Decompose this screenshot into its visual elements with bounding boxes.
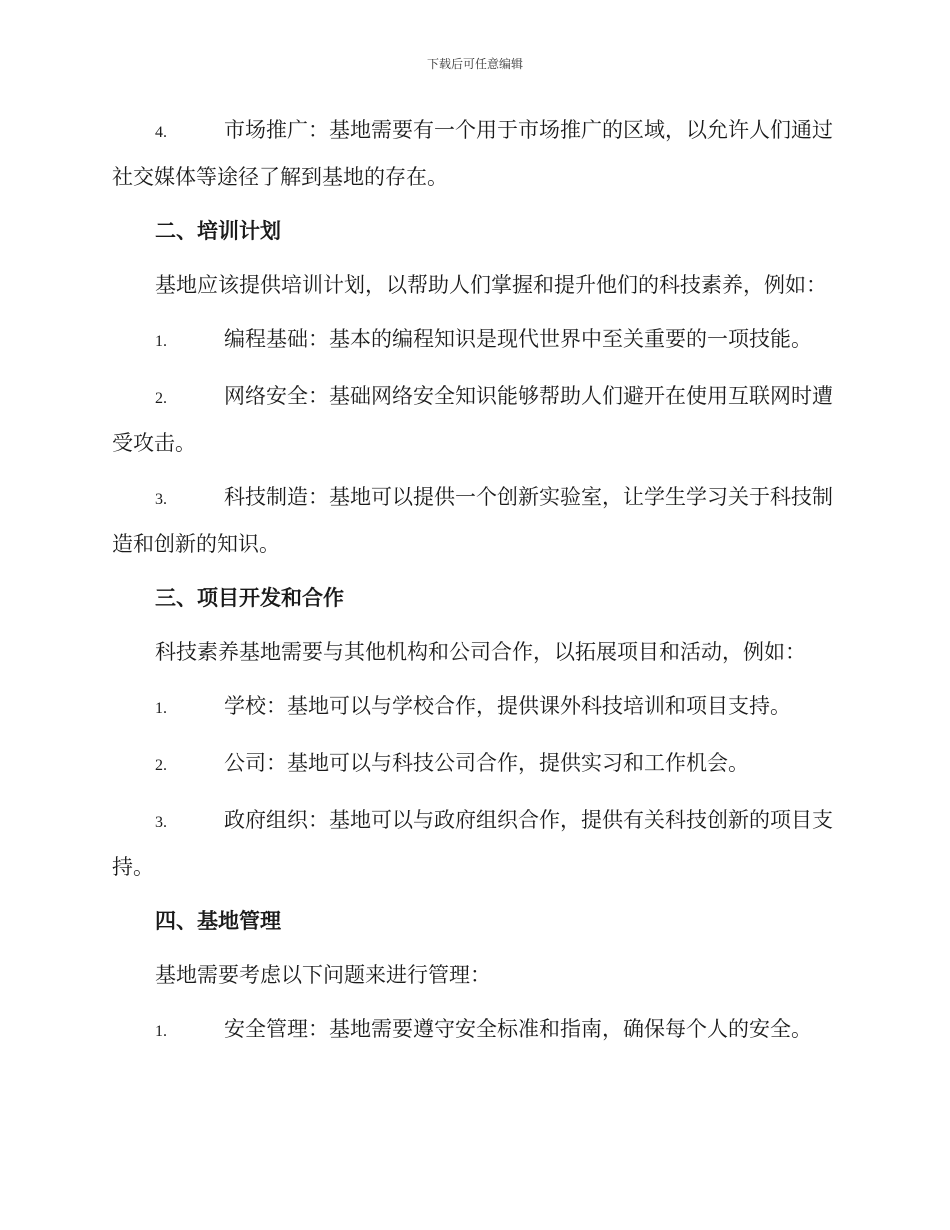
list-item-text: 编程基础：基本的编程知识是现代世界中至关重要的一项技能。 xyxy=(224,327,812,351)
list-item-government xyxy=(112,798,837,889)
paragraph-projects-intro: 科技素养基地需要与其他机构和公司合作，以拓展项目和活动，例如： xyxy=(155,640,806,664)
section-heading-management: 四、基地管理 xyxy=(155,908,281,933)
list-number: 2. xyxy=(155,390,167,407)
list-number: 4. xyxy=(155,124,167,141)
paragraph-management-intro: 基地需要考虑以下问题来进行管理： xyxy=(155,963,491,987)
page-header: 下载后可任意编辑 xyxy=(426,57,523,71)
list-number: 3. xyxy=(155,814,167,831)
list-item-tech-manufacturing xyxy=(112,475,837,566)
list-item-text: 公司：基地可以与科技公司合作，提供实习和工作机会。 xyxy=(224,751,749,775)
list-item-text: 市场推广：基地需要有一个用于市场推广的区域，以允许人们通过社交媒体等途径了解到基地的存在。 xyxy=(112,118,833,189)
list-item-network-security xyxy=(112,374,837,465)
list-item-companies xyxy=(112,741,837,788)
list-item-programming xyxy=(112,317,837,364)
list-item-text: 科技制造：基地可以提供一个创新实验室，让学生学习关于科技制造和创新的知识。 xyxy=(112,485,833,556)
list-item-text: 学校：基地可以与学校合作，提供课外科技培训和项目支持。 xyxy=(224,694,791,718)
section-heading-training: 二、培训计划 xyxy=(155,218,281,243)
list-number: 3. xyxy=(155,491,167,508)
section-heading-projects: 三、项目开发和合作 xyxy=(155,585,344,610)
list-item-safety xyxy=(112,1007,837,1054)
list-number: 2. xyxy=(155,757,167,774)
list-number: 1. xyxy=(155,333,167,350)
list-item-schools xyxy=(112,684,837,731)
list-item-text: 政府组织：基地可以与政府组织合作，提供有关科技创新的项目支持。 xyxy=(112,808,833,879)
paragraph-training-intro: 基地应该提供培训计划，以帮助人们掌握和提升他们的科技素养，例如： xyxy=(155,273,827,297)
document-body xyxy=(112,108,837,1064)
list-item-text: 网络安全：基础网络安全知识能够帮助人们避开在使用互联网时遭受攻击。 xyxy=(112,384,833,455)
list-number: 1. xyxy=(155,700,167,717)
list-number: 1. xyxy=(155,1023,167,1040)
list-item-text: 安全管理：基地需要遵守安全标准和指南，确保每个人的安全。 xyxy=(224,1017,812,1041)
list-item-marketing xyxy=(112,108,837,199)
